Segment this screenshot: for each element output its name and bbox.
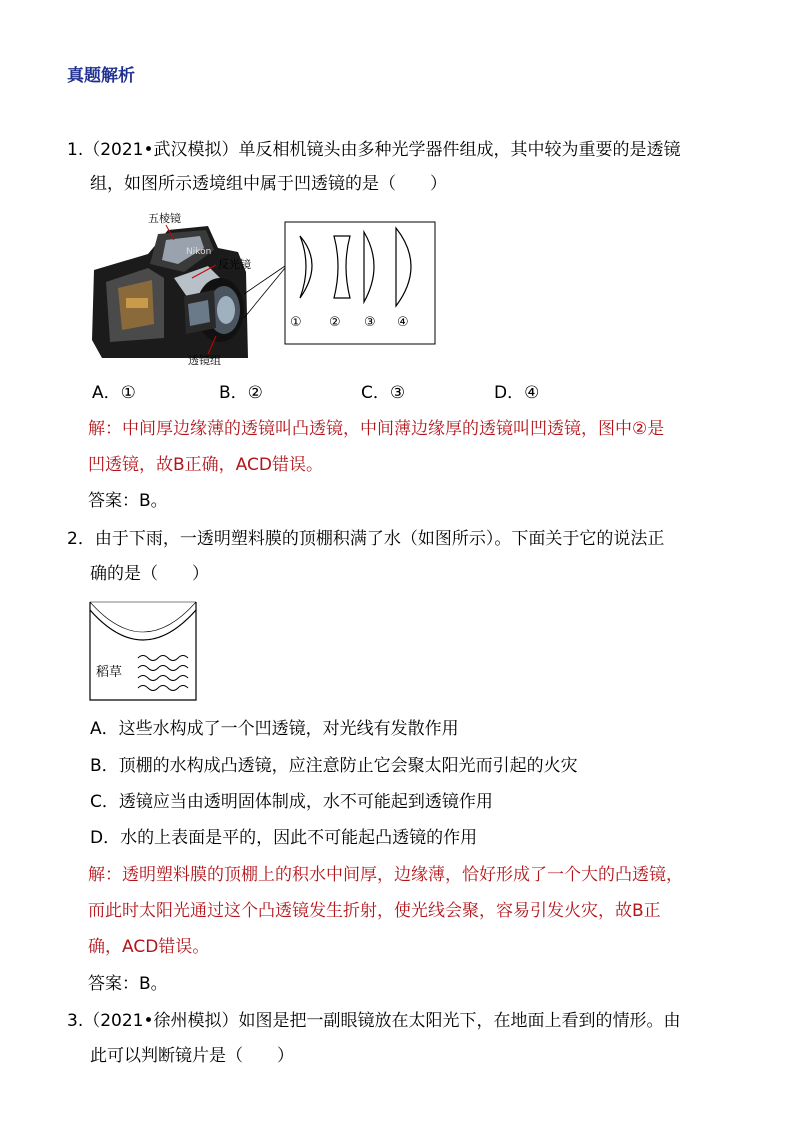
- question-1-answer: 答案：B。: [88, 491, 168, 511]
- straw-waves: [138, 656, 188, 691]
- mirror-label: 反光镜: [218, 258, 251, 271]
- question-2-solution-line-1: 解：透明塑料膜的顶棚上的积水中间厚，边缘薄，恰好形成了一个大的凸透镜，: [88, 865, 683, 885]
- pentaprism-label: 五棱镜: [148, 212, 181, 225]
- lens-number-1: ①: [290, 315, 302, 330]
- lens-number-3: ③: [364, 315, 376, 330]
- question-2-line-1: 2．由于下雨，一透明塑料膜的顶棚积满了水（如图所示）。下面关于它的说法正: [67, 529, 665, 549]
- camera-brand-text: Nikon: [186, 247, 212, 257]
- lens-number-2: ②: [329, 315, 341, 330]
- question-1-option-c: C．③: [361, 383, 406, 403]
- question-2-solution-line-3: 确，ACD错误。: [88, 937, 210, 957]
- lens-number-4: ④: [397, 315, 409, 330]
- water-curve: [90, 610, 196, 640]
- question-3-line-1: 3.（2021•徐州模拟）如图是把一副眼镜放在太阳光下，在地面上看到的情形。由: [67, 1011, 681, 1031]
- question-1-line-1: 1.（2021•武汉模拟）单反相机镜头由多种光学器件组成，其中较为重要的是透镜: [67, 140, 681, 160]
- straw-label: 稻草: [96, 665, 123, 680]
- question-1-line-2: 组，如图所示透境组中属于凹透镜的是（ ）: [90, 174, 447, 194]
- question-1-option-a: A．①: [92, 383, 136, 403]
- section-heading: 真题解析: [67, 66, 135, 86]
- question-3-line-2: 此可以判断镜片是（ ）: [90, 1046, 294, 1066]
- question-2-answer: 答案：B。: [88, 974, 168, 994]
- question-1-solution-line-1: 解：中间厚边缘薄的透镜叫凸透镜，中间薄边缘厚的透镜叫凹透镜，图中②是: [88, 419, 665, 439]
- question-2-option-c: C．透镜应当由透明固体制成，水不可能起到透镜作用: [90, 792, 493, 812]
- roof-water-figure: [88, 600, 200, 704]
- question-2-solution-line-2: 而此时太阳光通过这个凸透镜发生折射，使光线会聚，容易引发火灾，故B正: [88, 901, 661, 921]
- camera-lens-figure: [88, 208, 438, 368]
- question-2-line-2: 确的是（ ）: [90, 564, 209, 584]
- question-2-option-d: D．水的上表面是平的，因此不可能起凸透镜的作用: [90, 828, 478, 848]
- question-1-solution-line-2: 凹透镜，故B正确，ACD错误。: [88, 455, 323, 475]
- question-1-option-d: D．④: [494, 383, 540, 403]
- question-2-option-a: A．这些水构成了一个凹透镜，对光线有发散作用: [90, 719, 459, 739]
- lens-group-label: 透镜组: [188, 354, 221, 367]
- camera-illustration: [92, 226, 248, 358]
- question-2-option-b: B．顶棚的水构成凸透镜，应注意防止它会聚太阳光而引起的火灾: [90, 756, 578, 776]
- question-1-option-b: B．②: [219, 383, 263, 403]
